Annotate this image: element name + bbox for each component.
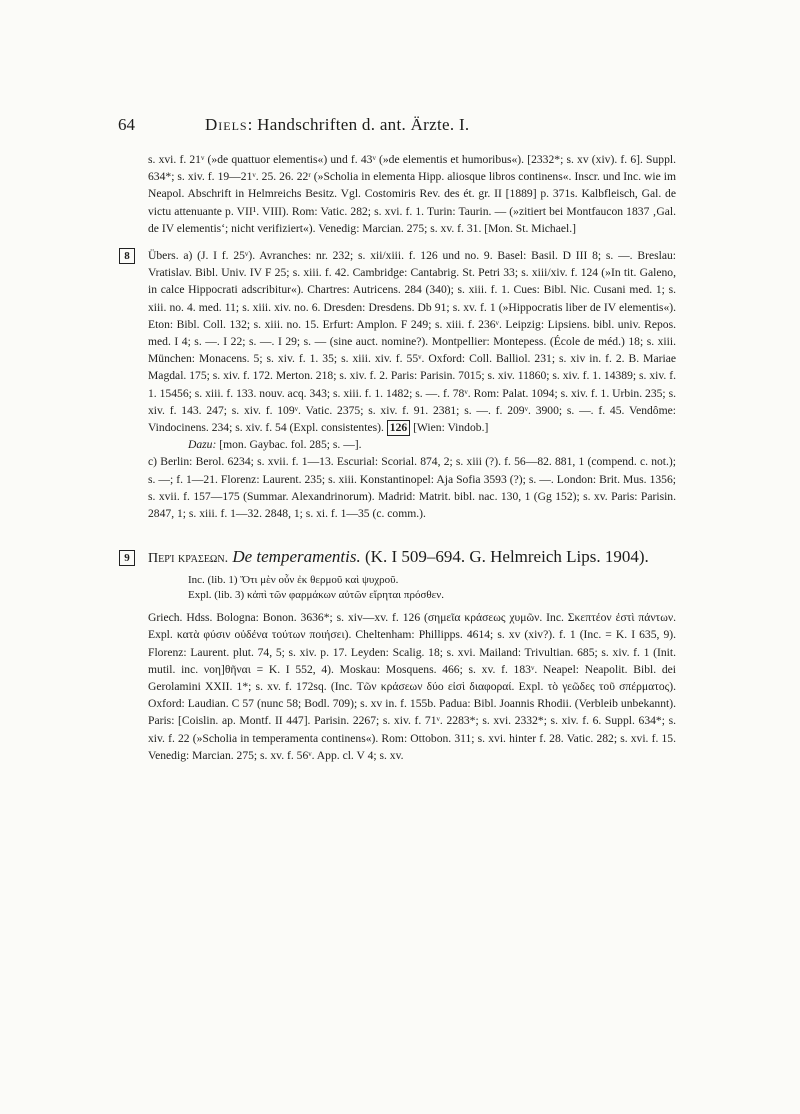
running-header bbox=[118, 115, 676, 145]
wien-ref: [Wien: Vindob.] bbox=[410, 421, 489, 435]
latin-title: De temperamentis. bbox=[232, 547, 361, 567]
edition-ref: (K. I 509–694. G. Helmreich Lips. 1904). bbox=[365, 547, 649, 567]
page bbox=[118, 115, 676, 764]
explicit: Expl. (lib. 3) κἀπὶ τῶν φαρμάκων αὐτῶν εἴρηται πρόσθεν. bbox=[188, 589, 444, 602]
section-8 bbox=[124, 247, 676, 522]
work-title bbox=[148, 546, 676, 570]
page-ref-box: 126 bbox=[387, 420, 410, 436]
intro-paragraph bbox=[148, 151, 676, 237]
section-9 bbox=[124, 546, 676, 764]
greek-title: Περὶ κράσεων. bbox=[148, 551, 229, 567]
section-8-text-a bbox=[148, 247, 676, 436]
dazu-text: [mon. Gaybac. fol. 285; s. —]. bbox=[216, 438, 362, 452]
greek-manuscripts-text: Griech. Hdss. Bologna: Bonon. 3636*; s. xiv—xv. f. 126 (σημεῖα κράσεως χυμῶν. Inc. Σκεπτέον ἐστὶ πάντων. Expl. κατὰ φύσιν οὐδένα τούτων ποιήσει). Cheltenham: Phillipps. 4614; s. xv (xiv?). f. 1 (Inc. = K. I 635, 9). Florenz: Laurent. plut. 74, 5; s. xiv. p. 17. Leyden: Scalig. 18; s. xvi. Mailand: Trivultian. 685; s. xiv. f. 1 (Init. mutil. inc. νοη]θῆναι = K. I 552, 4). Moskau: Mosquens. 466; s. xv. f. 183ᵛ. Neapel: Neapolit. Bibl. dei Gerolamini XXII. 1*; s. xv. f. 172sq. (Inc. Τῶν κράσεων δύο εἰσὶ διαφοραί. Expl. τὸ γεῶδες τοῦ σπέρματος). Oxford: Laudian. C 57 (nunc 58; Bodl. 709); s. xv in. f. 155b. Padua: Bibl. Joannis Rhodii. (Verbleib unbekannt). Paris: [Coislin. ap. Montf. II 447]. Parisin. 2267; s. xiv. f. 71ᵛ. 2283*; s. xvi. 2332*; s. xiv. f. 6. Suppl. 634*; s. xiv. f. 22 (»Scholia in temperamenta continens«). Rom: Ottobon. 311; s. xvi. hinter f. 28. Vatic. 282; s. xvi. f. 15. Venedig: Marcian. 275; s. xv. f. 56ᵛ. App. cl. V 4; s. xv. bbox=[148, 611, 676, 762]
greek-manuscripts bbox=[148, 609, 676, 764]
translations-a: Übers. a) (J. I f. 25ᵛ). Avranches: nr. 232; s. xii/xiii. f. 126 und no. 9. Basel: Basil. D III 8; s. —. Breslau: Vratislav. Bibl. Univ. IV F 25; s. xiii. f. 42. Cambridge: Cantabrig. St. Petri 33; s. xiii/xiv. f. 124 (»In tit. Galeno, in calce Hippocrati adscribitur«). Chartres: Autricens. 284 (340); s. xiii. f. 1. Cues: Bibl. Nic. Cusani med. 1; s. xiii. no. 4. med. 11; s. xiii. xiv. no. 6. Dresden: Dresdens. Db 91; s. xv. f. 1 (»Hippocratis liber de IV elementis«). Eton: Bibl. Coll. 132; s. xiii. no. 15. Erfurt: Amplon. F 249; s. xiii. f. 236ᵛ. Leipzig: Lipsiens. bibl. univ. Repos. med. I 4; s. —. I 22; s. —. I 29; s. — (sine auct. nomine?). Montpellier: Montepess. (École de méd.) 18; s. xiii. München: Monacens. 5; s. xiv. f. 1. 35; s. xiii. xiv. f. 55ᵛ. Oxford: Coll. Balliol. 231; s. xiv in. f. 2. B. Mariae Magdal. 175; s. xiv. f. 172. Merton. 218; s. xiv. f. 2. Paris: Parisin. 7015; s. xiv. 11860; s. xiv. f. 1. 14389; s. xiv. f. 1. 15456; s. xiii. f. 133. nouv. acq. 343; s. xiii. f. 1. 1482; s. —. f. 78ᵛ. Rom: Palat. 1094; s. xiv. f. 1. Urbin. 235; s. xiv. f. 143. 247; s. xiv. f. 109ᵛ. Vatic. 2375; s. xiv. f. 91. 2381; s. —. f. 209ᵛ. 3900; s. —. f. 45. Vendôme: Vindocinens. 234; s. xiv. f. 54 (Expl. consistentes). bbox=[148, 249, 676, 435]
dazu-label: Dazu: bbox=[188, 438, 217, 452]
section-marker-8: 8 bbox=[119, 248, 135, 264]
section-marker-9: 9 bbox=[119, 550, 135, 566]
running-title bbox=[205, 115, 469, 135]
section-8-text-c: c) Berlin: Berol. 6234; s. xvii. f. 1—13. Escurial: Scorial. 874, 2; s. xiii (?). f. 56—82. 881, 1 (compend. c. not.); s. —; f. 1—21. Florenz: Laurent. 235; s. xiii. Konstantinopel: Aja Sofia 3593 (?); s. —. London: Brit. Mus. 1356; s. xvii. f. 157—175 (Summar. Alexandrinorum). Madrid: Matrit. bibl. nac. 130, 1 (Gg 152); s. xv. Paris: Parisin. 2847, 1; s. xiii. f. 1—32. 2848, 1; s. xi. f. 1—35 (c. comm.). bbox=[148, 455, 676, 521]
title-rest: : Handschriften d. ant. Ärzte. I. bbox=[247, 115, 470, 134]
intro-text: s. xvi. f. 21ᵛ (»de quattuor elementis«) und f. 43ᵛ (»de elementis et humoribus«). [2332*; s. xv (xiv). f. 6]. Suppl. 634*; s. xiv. f. 19—21ᵛ. 25. 26. 22ʳ (»Scholia in elementa Hipp. aliosque libros continens«. Inscr. und Inc. wie im Neapol. Abschrift in Helmreichs Besitz. Vgl. Costomiris Rev. des ét. gr. II [1889] p. 371s. Kalbfleisch, Gal. de victu attenuante p. VII¹. VIII). Rom: Vatic. 282; s. xvi. f. 1. Turin: Taurin. — (»zitiert bei Montfaucon 1837 ‚Gal. de IV elementis‘; nicht verifiziert«). Venedig: Marcian. 275; s. xv. f. 31. [Mon. St. Michael.] bbox=[148, 153, 676, 235]
incipit: Inc. (lib. 1) Ὅτι μὲν οὖν ἐκ θερμοῦ καὶ ψυχροῦ. bbox=[188, 574, 399, 587]
dazu-line bbox=[148, 436, 676, 453]
author-name: Diels bbox=[205, 115, 248, 134]
page-number: 64 bbox=[118, 115, 135, 134]
